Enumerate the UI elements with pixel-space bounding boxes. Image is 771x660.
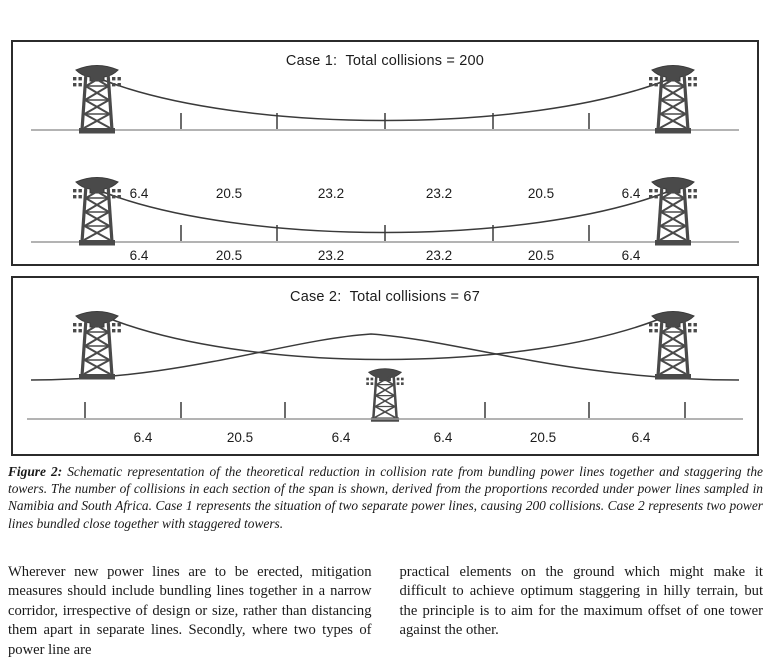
body-text xyxy=(8,563,763,660)
figure-caption xyxy=(8,463,763,532)
case1-diagram xyxy=(13,42,757,264)
case1-lower-tower-left xyxy=(73,178,121,246)
case1-title: Case 1: Total collisions = 200 xyxy=(285,53,485,69)
case1-upper-span-4: 23.2 xyxy=(425,186,453,201)
figure-caption-text: Schematic representation of the theoretical reduction in collision rate from bundling power lines together and staggering the towers. The number of collisions in each section of the span is shown, derived from the proportions recorded under power lines sampled in Namibia and South Africa. Case 1 represents the situation of two separate power lines, causing 200 collisions. Case 2 represents two power lines bundled close together with staggered towers. xyxy=(8,464,764,531)
case2-span-3: 6.4 xyxy=(331,430,351,445)
case1-upper-span-5: 20.5 xyxy=(527,186,555,201)
case2-diagram xyxy=(13,278,757,454)
case2-panel xyxy=(11,276,759,456)
case1-upper-span-3: 23.2 xyxy=(317,186,345,201)
case1-lower-span-4: 23.2 xyxy=(425,248,453,263)
case2-tower-left xyxy=(73,312,121,380)
case2-ticks xyxy=(85,402,685,418)
case2-title: Case 2: Total collisions = 67 xyxy=(290,289,480,305)
case1-lower-span-5: 20.5 xyxy=(527,248,555,263)
case1-upper-span-1: 6.4 xyxy=(129,186,149,201)
body-paragraph-right: practical elements on the ground which might make it difficult to achieve optimum staggering in hilly terrain, but the principle is to aim for the maximum offset of one tower against the other. xyxy=(399,564,763,639)
case1-lower-span-1: 6.4 xyxy=(129,248,149,263)
case2-span-6: 6.4 xyxy=(631,430,651,445)
body-paragraph-left: Wherever new power lines are to be erected, mitigation measures should include bundling lines together in a narrow corridor, irrespective of design or size, rather than distancing them apart in separate lines. Secondly, where two types of power line are xyxy=(8,564,372,658)
case1-lower-span-3: 23.2 xyxy=(317,248,345,263)
case1-upper-tower-right xyxy=(649,66,697,134)
case2-span-4: 6.4 xyxy=(433,430,453,445)
case2-span-1: 6.4 xyxy=(133,430,153,445)
case1-lower-tower-right xyxy=(649,178,697,246)
case1-lower-span-2: 20.5 xyxy=(215,248,243,263)
case1-upper-span-6: 6.4 xyxy=(621,186,641,201)
body-column-left xyxy=(8,563,372,660)
case1-lower-ticks xyxy=(181,225,589,241)
case2-span-5: 20.5 xyxy=(529,430,557,445)
case2-tower-middle xyxy=(366,369,403,422)
case2-tower-right xyxy=(649,312,697,380)
case1-lower-span-6: 6.4 xyxy=(621,248,641,263)
case1-panel xyxy=(11,40,759,266)
case1-upper-ticks xyxy=(181,113,589,129)
case2-upper-wire xyxy=(103,316,667,360)
case1-upper-span-2: 20.5 xyxy=(215,186,243,201)
case2-span-2: 20.5 xyxy=(226,430,254,445)
figure-caption-label: Figure 2: xyxy=(8,464,63,479)
case1-upper-tower-left xyxy=(73,66,121,134)
body-column-right xyxy=(400,563,764,660)
